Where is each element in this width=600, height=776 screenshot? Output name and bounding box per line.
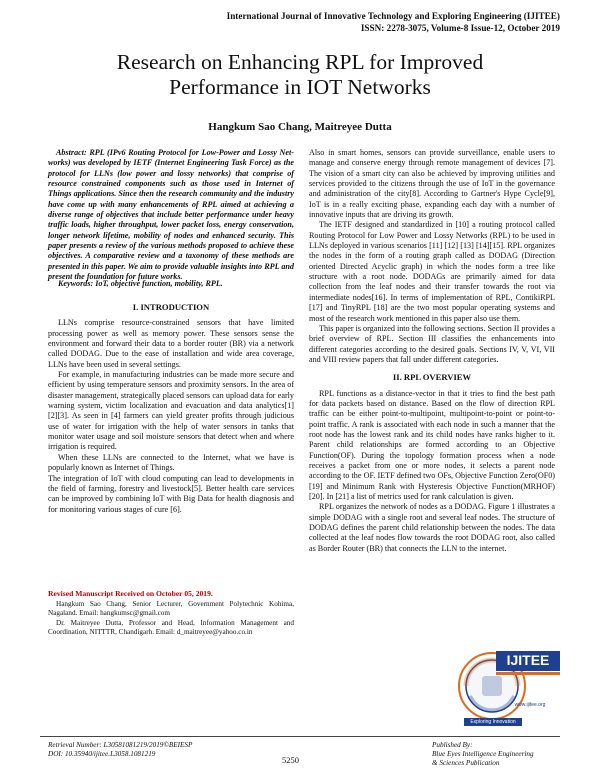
- journal-header: [227, 11, 560, 34]
- title-line-1: Research on Enhancing RPL for Improved: [116, 50, 484, 74]
- author-footnotes: [48, 600, 294, 638]
- footer-rule: [40, 736, 560, 737]
- logo-tagline: Exploring Innovation: [470, 719, 516, 725]
- intro-paragraph-4: The integration of IoT with cloud computing can lead to developments in the field of farming, forestry and livestock[5]. Better health care services can be improved by combining IoT with Big Data for health diagnosis and for monitoring various stages of cure [6].: [48, 473, 294, 514]
- publisher-line-2: & Sciences Publication: [432, 759, 500, 768]
- rpl-paragraph-2: RPL organizes the network of nodes as a DODAG. Figure 1 illustrates a simple DODAG with a single root and several leaf nodes. The structure of DODAG defines the parent child relationship between the nodes. The data collected at the leaf nodes flow towards the root DODAG root, also called as Border Router (BR) that connects the LLN to the internet.: [309, 502, 555, 553]
- published-by: Published By:: [432, 741, 473, 749]
- paper-authors: Hangkum Sao Chang, Maitreyee Dutta: [208, 121, 392, 133]
- intro-heading: I. INTRODUCTION: [132, 302, 210, 312]
- retrieval-number: Retrieval Number: L30581081219/2019©BEIESP: [48, 741, 193, 749]
- title-line-2: Performance in IOT Networks: [169, 75, 431, 99]
- logo-url: www.ijitee.org: [514, 702, 546, 708]
- intro-paragraph-2: For example, in manufacturing industries can be made more secure and efficient by using temperature sensors and proximity sensors. In the area of disaster management, strategically placed sensors can upload data for early warning system, victim localization and evacuation and data analytics[1][2][3]. As seen in [4] farmers can yield greater profits through judicious use of water for irrigation with the help of water sensors in tanks that monitor water usage and soil moisture sensors that detect when and where irrigation is required.: [48, 370, 294, 452]
- right-paragraph-2: The IETF designed and standardized in [10] a routing protocol called Routing Protocol for Low Power and Lossy Networks (RPL) to be used in LLNs deployed in various scenarios [11] [12] [13] [14][15]. RPL organizes the nodes in the form of a routing graph called as DODAG (Direction oriented Directed Acyclic graph) in which the nodes form a tree like structure with a root node. DODAGs are primarily aimed for data collection from the leaf nodes and their transfer towards the root via intermediate nodes[16]. In terms of implementation of RPL, ContikiRPL [17] and TinyRPL [18] are the two most popular operating systems and most of the research work mentioned in this paper also use them.: [309, 220, 555, 323]
- rpl-paragraph-1: RPL functions as a distance-vector in that it tries to find the best path for data packets based on distance. Based on the flow of direction RPL traffic can be either point-to-multipoint, multipoint-to-point or point-to-point traffic. A rank is associated with each node in such a manner that the root node has the lowest rank and its child nodes have ranks higher to it. Parent child relationships are formed according to an Objective Function(OF). During the topology formation process when a node receives a packet from one or more nodes, it selects a parent node according to the OF. IETF defined two OFs, Objective Function Zero(OF0)[19] and Minimum Rank with Hysteresis Objective Function(MRHOF) [20]. In [21] a list of metrics used for rank calculation is given.: [309, 388, 555, 501]
- ijitee-logo: [452, 646, 560, 732]
- abstract-text: Abstract: RPL (IPv6 Routing Protocol for Low-Power and Lossy Net- works) was developed by IETF (Internet Engineering Task Force) as the protocol for LLNs (low power and lossy networks) that comprise of resource constrained components such as those used in Internet of Things applications. Since then the research community and the industry have come up with many enhancements of RPL aimed at achieving a diverse range of objectives that include better performance under heavy traffic loads, higher throughput, lower packet loss, energy conservation, longer network lifetime, mobility of nodes and enhanced security. This paper presents a review of the various methods proposed to achieve these objectives. A comparative review and a taxonomy of these methods are presented in this paper. We aim to provide valuable insights into RPL and present the foundation for future works.: [48, 148, 294, 282]
- logo-text: IJITEE: [506, 652, 550, 668]
- right-paragraph-3: This paper is organized into the following sections. Section II provides a brief overview of RPL. Section III classifies the enhancements into different categories according to the desired goals. Sections IV, V, VI, VII and VIII review papers that fall under different categories.: [309, 323, 555, 364]
- footnote-author-1: Hangkum Sao Chang, Senior Lecturer, Government Polytechnic Kohima, Nagaland. Email: hangkumsc@gmail.com: [48, 600, 294, 617]
- paper-title: [40, 50, 560, 100]
- abstract: [48, 148, 294, 282]
- page-number: 5250: [282, 755, 299, 765]
- revised-note: Revised Manuscript Received on October 05, 2019.: [48, 589, 213, 598]
- rpl-overview-heading: II. RPL OVERVIEW: [392, 372, 472, 383]
- intro-paragraph-1: LLNs comprise resource-constrained sensors that have limited processing power as well as memory power. These sensors sense the environment and forward their data to a border router (BR) via a network called DODAG. Due to the ease of installation and wide area coverage, LLNs have been used in several settings.: [48, 318, 294, 369]
- right-column: [309, 148, 555, 554]
- keywords: [48, 279, 294, 289]
- footnote-author-2: Dr. Maitreyee Dutta, Professor and Head, Information Management and Coordination, NITTTR, Chandigarh. Email: d_maitreyee@yahoo.co.in: [48, 619, 294, 636]
- journal-name: International Journal of Innovative Technology and Exploring Engineering (IJITEE): [226, 11, 560, 21]
- introduction-section: [48, 302, 294, 515]
- footer-retrieval: [48, 741, 192, 759]
- intro-paragraph-3: When these LLNs are connected to the Internet, what we have is popularly known as Internet of Things.: [48, 452, 294, 473]
- journal-issn: ISSN: 2278-3075, Volume-8 Issue-12, October 2019: [360, 22, 560, 33]
- keywords-text: Keywords: IoT, objective function, mobility, RPL.: [58, 279, 223, 288]
- footer-publisher: [432, 741, 534, 769]
- right-paragraph-1: Also in smart homes, sensors can provide surveillance, enable users to manage and conserve energy through remote management of devices [7]. The vision of a smart city can also be achieved by improving utilities and services provided to the citizens through the use of IoT in the governance and administration of the city[8]. According to Gartner's Hype Cycle[9], IoT is in a really exciting phase, expanding each day with a number of innovative inputs that are driving its growth.: [309, 148, 555, 220]
- doi-link[interactable]: DOI: 10.35940/ijitee.L3058.1081219: [48, 750, 156, 759]
- publisher-line-1: Blue Eyes Intelligence Engineering: [432, 750, 534, 759]
